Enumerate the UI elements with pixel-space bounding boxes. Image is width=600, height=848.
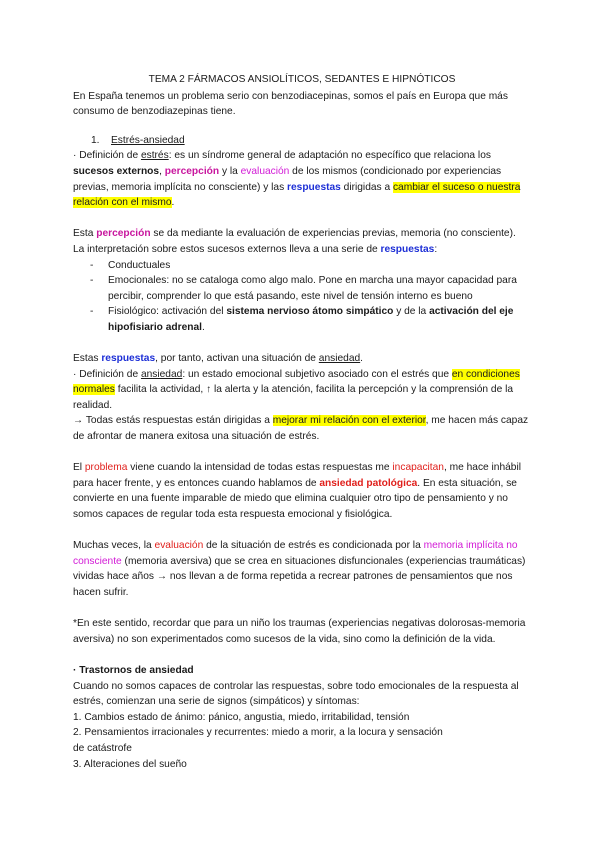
highlight-condiciones-normales: en condiciones normales — [73, 368, 520, 396]
list-item — [73, 304, 531, 335]
def-text: , — [159, 165, 165, 177]
term-evaluacion: evaluación — [240, 165, 290, 177]
term-estres: estrés — [140, 150, 169, 162]
term-sistema-nervioso: sistema nervioso átomo simpático — [226, 306, 394, 318]
trastornos-heading: · Trastornos de ansiedad — [73, 664, 194, 676]
document-body — [73, 72, 531, 772]
term-problema: problema — [84, 462, 128, 474]
trastornos-intro: Cuando no somos capaces de controlar las respuestas, sobre todo emocionales de la respuesta al estrés, comienzan una serie de signos (simpáticos) y síntomas: — [73, 680, 519, 708]
section-number: 1. — [91, 134, 100, 146]
def-text: dirigidas a — [340, 181, 393, 193]
para-text: de la situación de estrés es condicionada por la — [203, 540, 424, 552]
def-text: de los mismos (condicionado por experiencias previas, memoria implícita no consciente) y las — [73, 165, 502, 193]
term-ansiedad: ansiedad — [318, 353, 361, 365]
list-item: - Emocionales: no se cataloga como algo malo. Pone en marcha una mayor capacidad para percibir, comprender lo que está pasando, este nivel de tensión interno es bueno — [73, 273, 531, 304]
term-respuestas: respuestas — [380, 243, 435, 255]
para-text: , me hace inhábil para hacer frente, y es entonces cuando hablamos de — [73, 462, 521, 489]
def-prefix: · Definición de — [73, 150, 141, 162]
def-text: : un estado emocional subjetivo asociado con el estrés que — [182, 368, 452, 380]
section-label: Estrés-ansiedad — [111, 134, 185, 146]
evaluacion-paragraph — [73, 538, 531, 600]
para-text: La interpretación sobre estos sucesos externos lleva a una serie de — [73, 243, 381, 255]
para-text: viene cuando la intensidad de todas estas respuestas me — [127, 462, 393, 474]
def-text: facilita la actividad, ↑ la alerta y la atención, facilita la percepción y la comprensión de la realidad. — [73, 384, 513, 411]
list-text: y de la — [393, 306, 430, 318]
para-text: Estas — [73, 353, 102, 365]
term-sucesos-externos: sucesos externos — [73, 165, 160, 177]
definition-estres — [73, 148, 531, 210]
def-text: . — [171, 197, 175, 209]
list-item: - Conductuales — [73, 258, 531, 274]
percepcion-paragraph — [73, 226, 531, 242]
para-text: → Todas estás respuestas están dirigidas a — [73, 415, 273, 427]
term-respuestas: respuestas — [101, 353, 156, 365]
para-text: se da mediante la evaluación de experiencias previas, memoria (no consciente). — [150, 228, 516, 240]
def-prefix: · Definición de — [73, 368, 141, 380]
term-memoria-implicita: memoria implícita no consciente — [73, 540, 518, 567]
para-text: , me hacen más capaz de afrontar de manera exitosa una situación de estrés. — [73, 415, 529, 443]
term-evaluacion: evaluación — [154, 540, 204, 552]
responses-list — [73, 258, 531, 336]
para-text: El — [73, 462, 85, 474]
definition-ansiedad — [73, 367, 531, 414]
interpretacion-paragraph — [73, 242, 531, 258]
term-incapacitan: incapacitan — [392, 462, 444, 474]
para-text: . — [360, 353, 363, 365]
def-text: y la — [219, 165, 241, 177]
term-respuestas: respuestas — [287, 181, 341, 193]
list-item: 3. Alteraciones del sueño — [73, 758, 187, 770]
para-text: (memoria aversiva) que se crea en situaciones disfuncionales (experiencias traumáticas) vividas hace años → nos llevan a de forma repetida a recrear patrones de pensamientos que nos hacen sufrir. — [73, 555, 526, 598]
para-text: : — [434, 243, 438, 255]
section-heading-estres — [73, 133, 531, 149]
highlight-cambiar-suceso: cambiar el suceso o nuestra relación con el mismo — [73, 181, 521, 209]
list-text: . — [201, 321, 205, 333]
problema-paragraph — [73, 460, 531, 522]
list-text: Fisiológico: activación del — [108, 306, 227, 318]
para-text: Muchas veces, la — [73, 540, 155, 552]
para-text: Esta — [73, 228, 97, 240]
intro-paragraph: En España tenemos un problema serio con benzodiacepinas, somos el país en Europa que más consumo de benzodiazepinas tiene. — [73, 90, 508, 118]
term-eje-hipofisiario: activación del eje hipofisiario adrenal — [108, 306, 514, 333]
note-paragraph: *En este sentido, recordar que para un niño los traumas (experiencias negativas dolorosas-memoria aversiva) no son experimentados como sucesos de la vida, sino como la definición de la vida. — [73, 618, 526, 645]
list-item: 2. Pensamientos irracionales y recurrentes: miedo a morir, a la locura y sensación — [73, 727, 443, 739]
ansiedad-paragraph — [73, 351, 531, 367]
document-title: TEMA 2 FÁRMACOS ANSIOLÍTICOS, SEDANTES E HIPNÓTICOS — [148, 74, 456, 85]
term-percepcion: percepción — [96, 228, 151, 240]
list-item: 1. Cambios estado de ánimo: pánico, angustia, miedo, irritabilidad, tensión — [73, 711, 410, 723]
list-item-continuation: de catástrofe — [73, 742, 132, 754]
def-text: : es un síndrome general de adaptación no específico que relaciona los — [168, 150, 491, 162]
highlight-mejorar-relacion: mejorar mi relación con el exterior — [272, 415, 426, 427]
term-ansiedad-patologica: ansiedad patológica — [319, 477, 418, 489]
term-ansiedad: ansiedad — [140, 368, 183, 380]
term-percepcion: percepción — [164, 165, 220, 177]
para-text: . En esta situación, se convierte en una fuente imparable de miedo que elimina cualquier otro tipo de pensamiento y no somos capaces de regular toda esta respuesta emocional y fisiológica. — [73, 477, 517, 521]
respuestas-arrow-paragraph — [73, 413, 531, 444]
para-text: , por tanto, activan una situación de — [155, 353, 319, 365]
